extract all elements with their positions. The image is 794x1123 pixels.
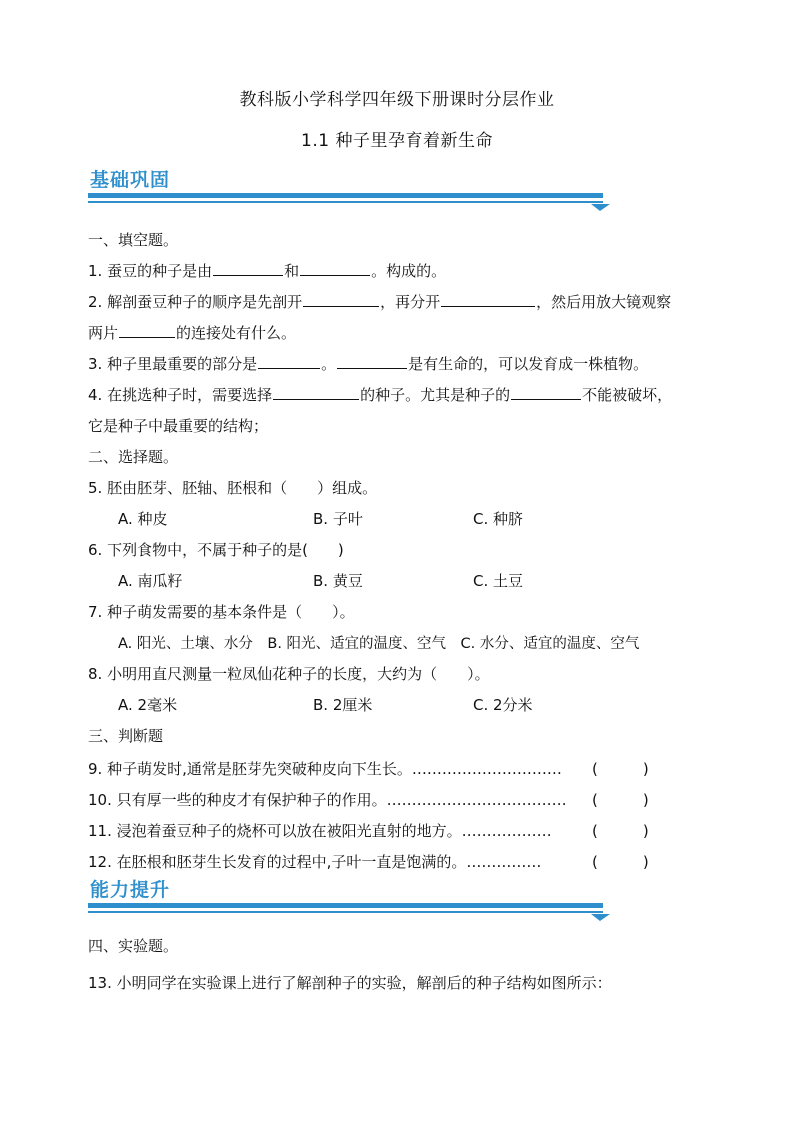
question-8-stem: 8. 小明用直尺测量一粒凤仙花种子的长度，大约为（ ）。 — [88, 665, 490, 683]
q8-option-b[interactable]: B. 2厘米 — [313, 696, 373, 714]
q5-option-c[interactable]: C. 种脐 — [473, 510, 524, 528]
question-4-line1: 4. 在挑选种子时，需要选择 的种子。尤其是种子的 不能被破坏， — [88, 386, 673, 404]
part1-heading: 一、填空题。 — [88, 231, 179, 249]
question-5-stem: 5. 胚由胚芽、胚轴、胚根和（ ）组成。 — [88, 479, 378, 497]
section-label-basic: 基础巩固 — [90, 169, 171, 191]
section-label-ability: 能力提升 — [90, 879, 171, 901]
page-title: 教科版小学科学四年级下册课时分层作业 — [239, 90, 555, 110]
answer-blank[interactable] — [273, 398, 359, 400]
section-header-ability — [88, 875, 613, 919]
part2-heading: 二、选择题。 — [88, 448, 179, 466]
q9-answer-paren[interactable]: ( ) — [592, 760, 649, 778]
q6-option-b[interactable]: B. 黄豆 — [313, 572, 363, 590]
question-10: 10. 只有厚一些的种皮才有保护种子的作用。……………………………… — [88, 791, 567, 809]
question-4-line2: 它是种子中最重要的结构； — [88, 417, 269, 435]
section-divider-basic — [88, 191, 613, 211]
question-2-line2: 两片 的连接处有什么。 — [88, 324, 297, 342]
question-3: 3. 种子里最重要的部分是 。 是有生命的，可以发育成一株植物。 — [88, 355, 649, 373]
question-9: 9. 种子萌发时,通常是胚芽先突破种皮向下生长。………………………… — [88, 760, 562, 778]
question-2-line1: 2. 解剖蚕豆种子的顺序是先剖开 ，再分开 ，然后用放大镜观察 — [88, 293, 672, 311]
section-header-basic — [88, 165, 613, 209]
q6-option-c[interactable]: C. 土豆 — [473, 572, 524, 590]
q10-answer-paren[interactable]: ( ) — [592, 791, 649, 809]
part4-heading: 四、实验题。 — [88, 937, 179, 955]
q8-option-c[interactable]: C. 2分米 — [473, 696, 533, 714]
answer-blank[interactable] — [511, 398, 581, 400]
q5-option-b[interactable]: B. 子叶 — [313, 510, 363, 528]
question-6-stem: 6. 下列食物中，不属于种子的是( ) — [88, 541, 344, 559]
answer-blank[interactable] — [300, 274, 370, 276]
answer-blank[interactable] — [258, 367, 320, 369]
question-7-stem: 7. 种子萌发需要的基本条件是（ ）。 — [88, 603, 355, 621]
section-divider-ability — [88, 901, 613, 921]
question-12: 12. 在胚根和胚芽生长发育的过程中,子叶一直是饱满的。…………… — [88, 853, 542, 871]
answer-blank[interactable] — [213, 274, 283, 276]
q7-options[interactable]: A. 阳光、土壤、水分 B. 阳光、适宜的温度、空气 C. 水分、适宜的温度、空气 — [118, 636, 640, 652]
answer-blank[interactable] — [441, 305, 535, 307]
question-1: 1. 蚕豆的种子是由 和 。构成的。 — [88, 262, 447, 280]
q6-option-a[interactable]: A. 南瓜籽 — [118, 572, 183, 590]
q8-option-a[interactable]: A. 2毫米 — [118, 696, 178, 714]
q11-answer-paren[interactable]: ( ) — [592, 822, 649, 840]
q5-option-a[interactable]: A. 种皮 — [118, 510, 168, 528]
answer-blank[interactable] — [303, 305, 379, 307]
q12-answer-paren[interactable]: ( ) — [592, 853, 649, 871]
question-11: 11. 浸泡着蚕豆种子的烧杯可以放在被阳光直射的地方。……………… — [88, 822, 552, 840]
part3-heading: 三、判断题 — [88, 727, 164, 745]
answer-blank[interactable] — [119, 336, 175, 338]
question-13: 13. 小明同学在实验课上进行了解剖种子的实验，解剖后的种子结构如图所示： — [88, 974, 612, 992]
answer-blank[interactable] — [337, 367, 407, 369]
page-subtitle: 1.1 种子里孕育着新生命 — [301, 131, 493, 151]
